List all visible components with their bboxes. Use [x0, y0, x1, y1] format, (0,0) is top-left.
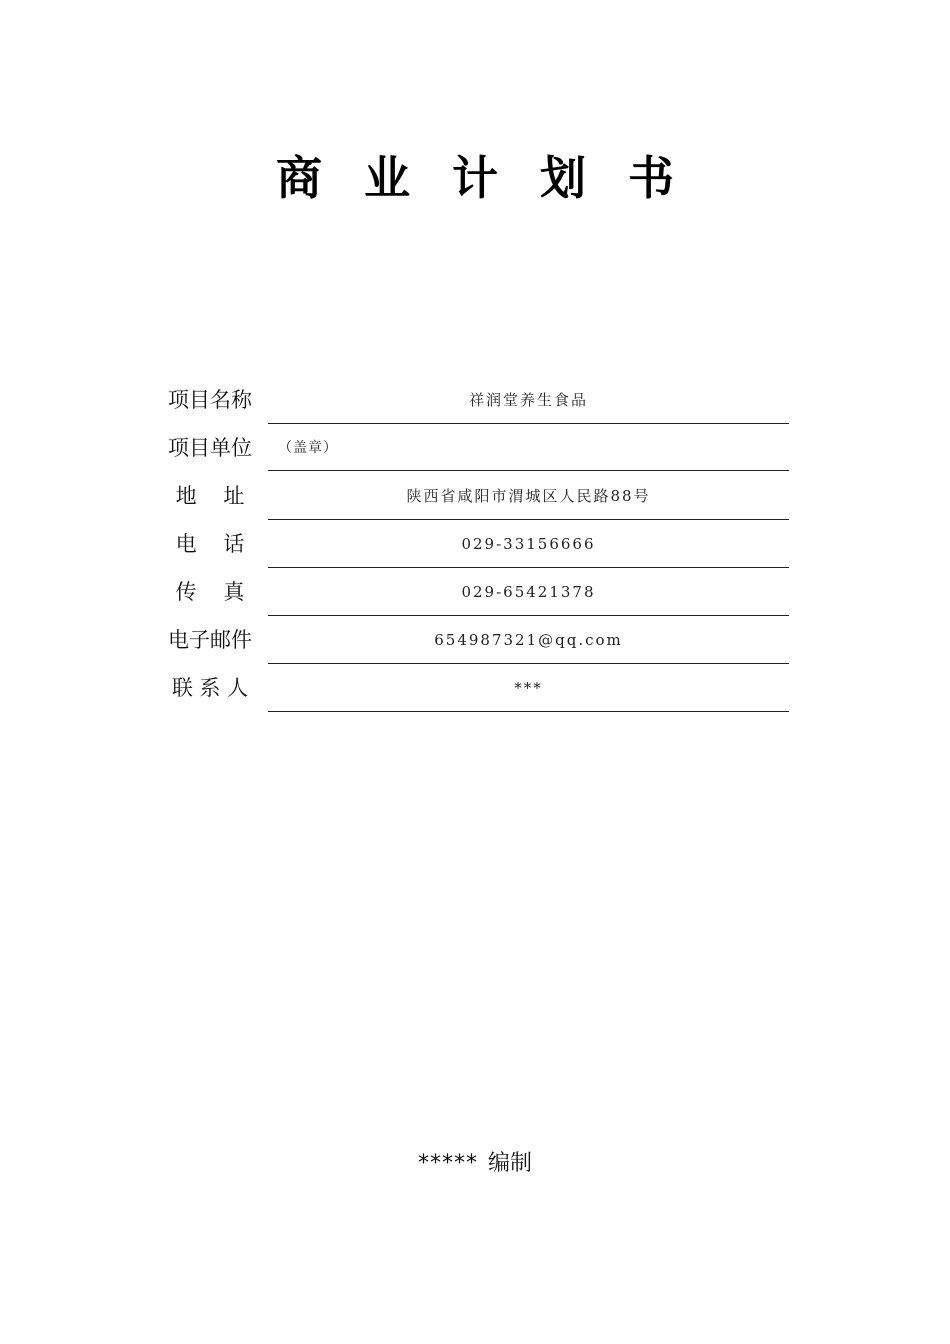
field-email — [160, 616, 790, 664]
project-info-table — [160, 376, 790, 712]
document-footer — [0, 1146, 950, 1182]
field-value: 陕西省咸阳市渭城区人民路88号 — [268, 472, 789, 520]
field-value: （盖章） — [268, 424, 789, 471]
document-title: 商业计划书 — [276, 151, 716, 205]
field-label: 地 址 — [175, 484, 245, 508]
field-value: 654987321@qq.com — [268, 616, 789, 664]
field-label: 项目名称 — [168, 388, 252, 412]
field-label: 传 真 — [175, 580, 245, 604]
footer-author: ***** — [417, 1151, 478, 1176]
field-project-name — [160, 376, 790, 424]
field-value: *** — [268, 664, 789, 712]
field-value: 祥润堂养生食品 — [268, 376, 789, 424]
field-label: 联 系 人 — [171, 676, 249, 700]
field-fax — [160, 568, 790, 616]
field-value: 029-33156666 — [268, 520, 789, 568]
field-phone — [160, 520, 790, 568]
footer-suffix: 编制 — [487, 1151, 532, 1176]
field-project-unit — [160, 424, 790, 472]
field-address — [160, 472, 790, 520]
field-label: 电 话 — [175, 532, 245, 556]
field-contact — [160, 664, 790, 712]
field-label: 电子邮件 — [168, 628, 252, 652]
field-value: 029-65421378 — [268, 568, 789, 616]
field-label: 项目单位 — [168, 436, 252, 460]
